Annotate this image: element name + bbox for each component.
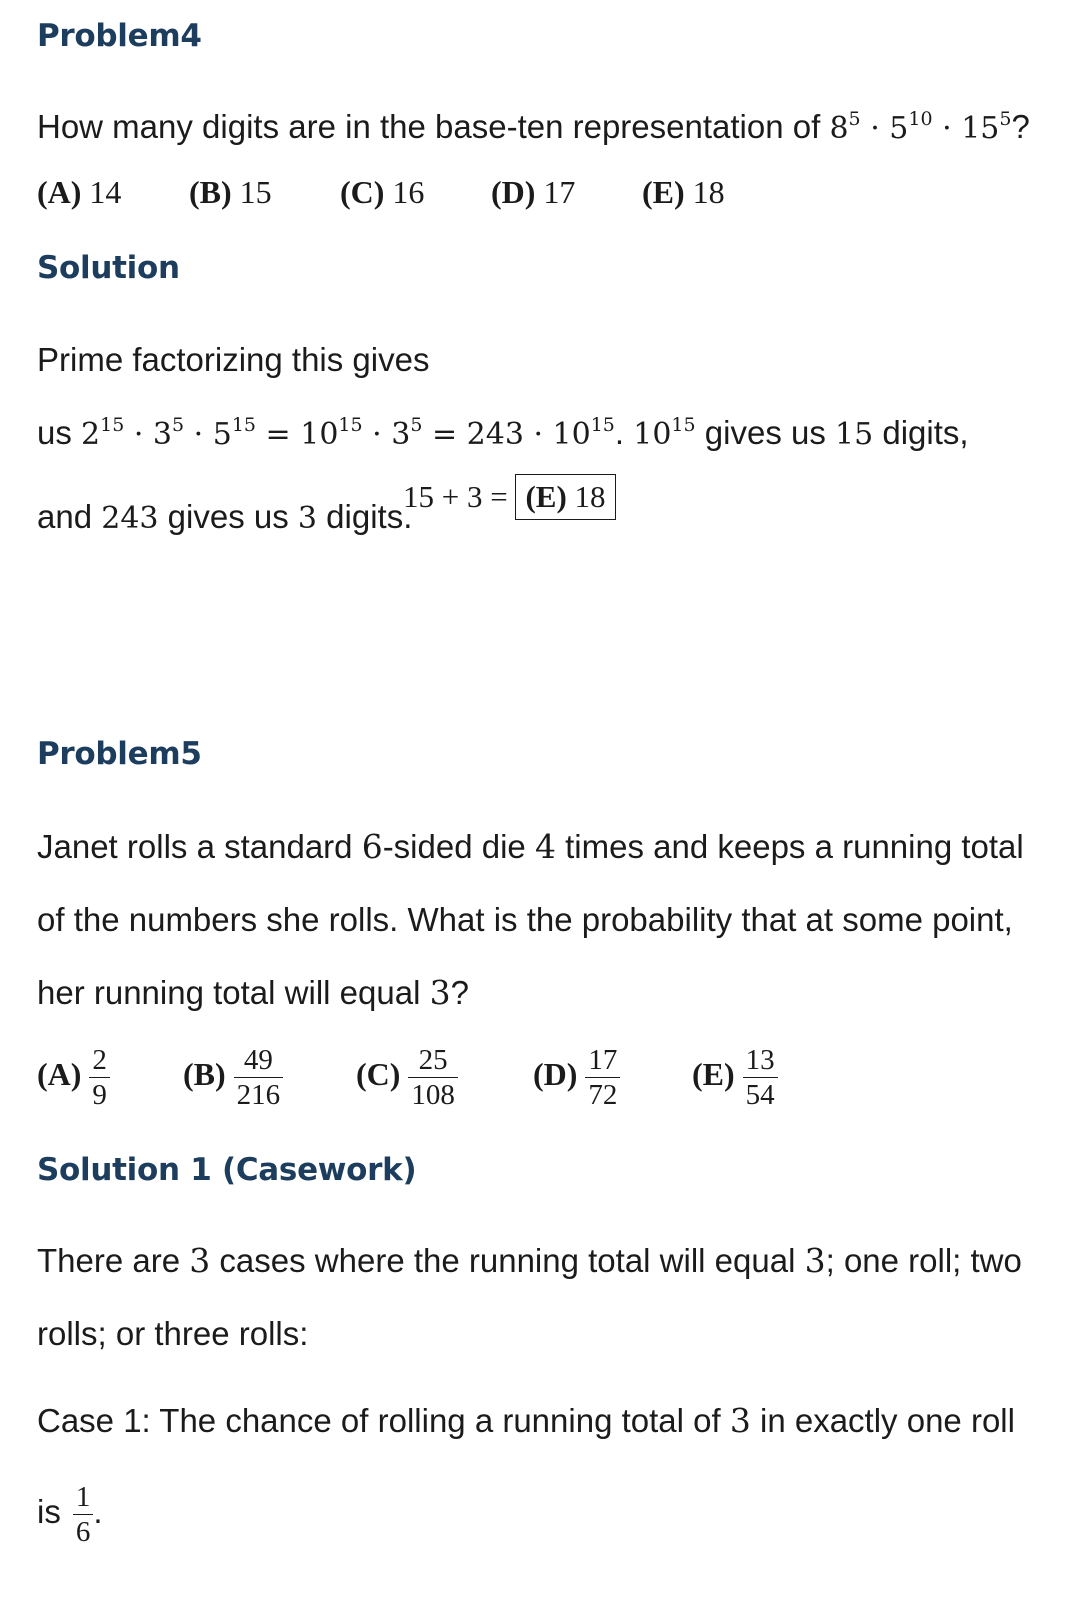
problem4-solution-math: $2^{15} \cdot 3^5 \cdot 5^{15} = 10^{15} \cdot 3^5 = 243 \cdot 10^{15}$ (81, 414, 615, 452)
problem5-solution-line1: There are 3 cases where the running total will equal 3; one roll; two (37, 1241, 1022, 1280)
problem5-question-line3: her running total will equal 3? (37, 973, 469, 1012)
problem4-choice-e: (E) 18 (642, 174, 725, 210)
problem5-solution-line2: rolls; or three rolls: (37, 1315, 309, 1352)
problem5-choice-a: (A) $\frac{2}{9}$ (37, 1043, 110, 1112)
problem4-choice-b: (B) 15 (189, 174, 272, 210)
problem4-choice-a: (A) 14 (37, 174, 122, 210)
problem4-question-text: How many digits are in the base-ten representation of (37, 108, 821, 145)
problem5-heading: Problem5 (37, 736, 202, 772)
problem5-choice-c: (C) $\frac{25}{108}$ (356, 1043, 458, 1112)
problem4-solution-line3: and 243 gives us 3 digits. (37, 498, 413, 536)
fraction: $\frac{49}{216}$ (234, 1043, 284, 1112)
problem5-question-line2: of the numbers she rolls. What is the probability that at some point, (37, 901, 1013, 938)
problem4-solution-heading: Solution (37, 250, 180, 286)
problem5-choice-b: (B) $\frac{49}{216}$ (183, 1043, 283, 1112)
problem4-final-answer: 15 + 3 = (E) 18 (403, 474, 616, 520)
fraction: $\frac{25}{108}$ (408, 1043, 458, 1112)
problem4-expression: $8^5 \cdot 5^{10} \cdot 15^5$ (829, 108, 1012, 146)
problem5-choice-e: (E) $\frac{13}{54}$ (692, 1043, 778, 1112)
problem4-question: How many digits are in the base-ten representation of $8^5 \cdot 5^{10} \cdot 15^5$? (37, 108, 1030, 146)
problem5-solution-heading: Solution 1 (Casework) (37, 1152, 417, 1188)
fraction: $\frac{1}{6}$ (73, 1480, 94, 1549)
problem4-heading: Problem4 (37, 18, 202, 54)
problem4-choice-d: (D) 17 (491, 174, 576, 210)
answer-box: (E) 18 (515, 474, 615, 520)
fraction: $\frac{13}{54}$ (743, 1043, 778, 1112)
problem4-solution-line1: Prime factorizing this gives (37, 341, 430, 378)
fraction: $\frac{2}{9}$ (89, 1043, 110, 1112)
problem4-choice-c: (C) 16 (340, 174, 425, 210)
problem5-choice-d: (D) $\frac{17}{72}$ (533, 1043, 620, 1112)
problem5-solution-line4: is $\frac{1}{6}$ . (37, 1480, 103, 1548)
fraction: $\frac{17}{72}$ (585, 1043, 620, 1112)
problem5-solution-line3: Case 1: The chance of rolling a running total of 3 in exactly one roll (37, 1401, 1015, 1440)
problem4-solution-line2: us $2^{15} \cdot 3^5 \cdot 5^{15} = 10^{15} \cdot 3^5 = 243 \cdot 10^{15}$. $10^{15}$ gives us 15 digits, (37, 414, 969, 452)
problem5-question-line1: Janet rolls a standard 6-sided die 4 times and keeps a running total (37, 827, 1024, 866)
